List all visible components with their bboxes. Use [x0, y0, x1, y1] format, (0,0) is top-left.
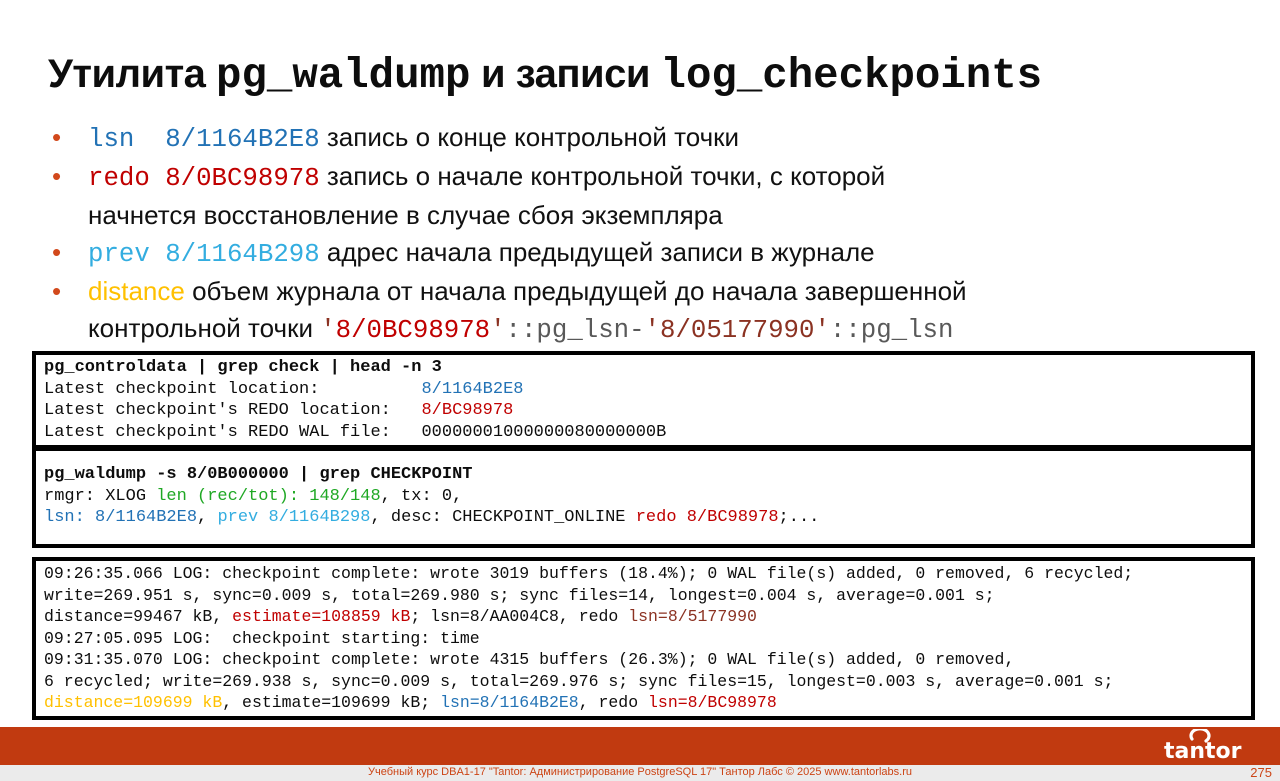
bullet-text-distance: distance объем журнала от начала предыдущей до начала завершенной контрольной точки '8/0BC98978'::pg_lsn-'8/05177990'::pg_lsn — [88, 276, 967, 345]
terminal-line: lsn: 8/1164B2E8, prev 8/1164B298, desc: CHECKPOINT_ONLINE redo 8/BC98978;... — [44, 508, 820, 527]
terminal-line: rmgr: XLOG len (rec/tot): 148/148, tx: 0, — [44, 486, 463, 506]
bullet-list — [50, 119, 1240, 349]
log-line: 09:27:05.095 LOG: checkpoint starting: time — [44, 628, 480, 648]
footer-credits: Учебный курс DBA1-17 "Tantor: Администрирование PostgreSQL 17" Тантор Лабс © 2025 www.tantorlabs.ru — [368, 766, 912, 778]
bullet-text-prev: prev 8/1164B298 адрес начала предыдущей записи в журнале — [88, 237, 875, 269]
list-item — [50, 234, 1240, 273]
list-item — [50, 119, 1240, 158]
terminal-line: pg_controldata | grep check | head -n 3 — [44, 358, 442, 377]
page-title: Утилита pg_waldump и записи log_checkpoints — [48, 52, 1043, 100]
footer-accent-bar — [0, 727, 1280, 765]
tantor-logo — [1162, 729, 1258, 763]
log-line: distance=109699 kB, estimate=109699 kB; lsn=8/1164B2E8, redo lsn=8/BC98978 — [44, 693, 777, 712]
page-number: 275 — [1250, 765, 1272, 780]
log-line: 09:31:35.070 LOG: checkpoint complete: wrote 4315 buffers (26.3%); 0 WAL file(s) added, 0 removed, — [44, 650, 1015, 669]
log-output-checkpoints — [32, 557, 1255, 720]
tantor-logo-text: tantor — [1164, 739, 1242, 763]
bullet-text-redo: redo 8/0BC98978 запись о начале контрольной точки, с которой начнется восстановление в случае сбоя экземпляра — [88, 161, 886, 230]
bullet-icon: • — [52, 237, 62, 267]
bullet-icon: • — [52, 276, 62, 306]
terminal-output-pg-controldata — [32, 351, 1255, 449]
log-line: 09:26:35.066 LOG: checkpoint complete: wrote 3019 buffers (18.4%); 0 WAL file(s) added, 0 removed, 6 recycled; — [44, 564, 1134, 583]
terminal-line: Latest checkpoint's REDO location: 8/BC98978 — [44, 401, 514, 420]
terminal-line: Latest checkpoint's REDO WAL file: 00000001000000080000000B — [44, 422, 667, 442]
bullet-icon: • — [52, 122, 62, 152]
log-line: 6 recycled; write=269.938 s, sync=0.009 s, total=269.976 s; sync files=15, longest=0.003 s, average=0.001 s; — [44, 671, 1114, 691]
bullet-icon: • — [52, 161, 62, 191]
bullet-text-lsn: lsn 8/1164B2E8 запись о конце контрольной точки — [88, 122, 740, 154]
log-line: write=269.951 s, sync=0.009 s, total=269.980 s; sync files=14, longest=0.004 s, average=0.001 s; — [44, 585, 995, 605]
list-item — [50, 158, 1240, 234]
terminal-line: pg_waldump -s 8/0B000000 | grep CHECKPOINT — [44, 465, 473, 484]
terminal-output-pg-waldump — [32, 447, 1255, 548]
footer — [0, 765, 1280, 781]
terminal-line: Latest checkpoint location: 8/1164B2E8 — [44, 379, 524, 399]
log-line: distance=99467 kB, estimate=108859 kB; lsn=8/AA004C8, redo lsn=8/5177990 — [44, 607, 757, 626]
list-item — [50, 273, 1240, 349]
